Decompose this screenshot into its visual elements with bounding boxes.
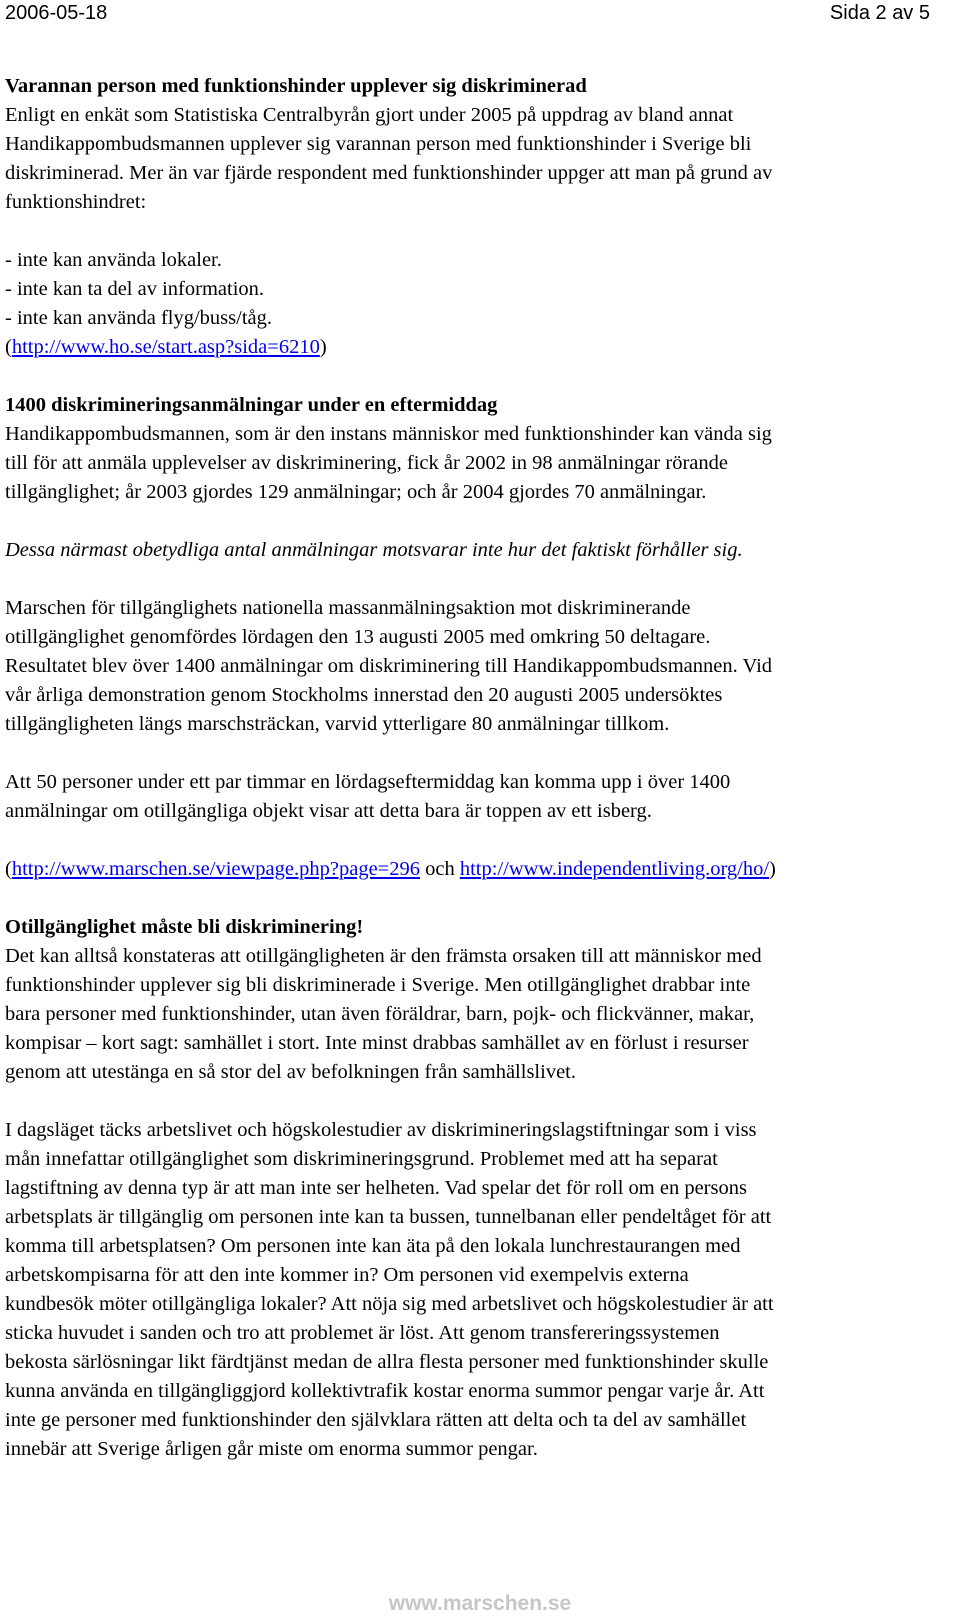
text-line: inte ge personer med funktionshinder den självklara rätten att delta och ta del av samhället bbox=[5, 1409, 747, 1431]
text-line: genom att utestänga en så stor del av befolkningen från samhällslivet. bbox=[5, 1061, 576, 1083]
text-line: Det kan alltså konstateras att otillgängligheten är den främsta orsaken till att människor med bbox=[5, 945, 762, 967]
paren-open: ( bbox=[5, 858, 12, 880]
header-page-number: Sida 2 av 5 bbox=[829, 2, 930, 24]
text-line: tillgängligheten längs marschsträckan, varvid ytterligare 80 anmälningar tillkom. bbox=[5, 713, 670, 735]
footer-watermark: www.marschen.se bbox=[388, 1592, 572, 1615]
paragraph-gap bbox=[5, 507, 955, 536]
paragraph-gap bbox=[5, 739, 955, 768]
italic-statement: Dessa närmast obetydliga antal anmälningar motsvarar inte hur det faktiskt förhåller sig. bbox=[5, 539, 743, 561]
bullet-item: - inte kan använda lokaler. bbox=[5, 249, 222, 271]
marschen-link[interactable]: http://www.marschen.se/viewpage.php?page=296 bbox=[11, 858, 420, 880]
text-line: Handikappombudsmannen, som är den instans människor med funktionshinder kan vända sig bbox=[5, 423, 772, 445]
text-line: tillgänglighet; år 2003 gjordes 129 anmälningar; och år 2004 gjordes 70 anmälningar. bbox=[5, 481, 707, 503]
text-line: lagstiftning av denna typ är att man inte ser helheten. Vad spelar det för roll om en persons bbox=[5, 1177, 747, 1199]
text-line: innebär att Sverige årligen går miste om enorma summor pengar. bbox=[5, 1438, 538, 1460]
ho-link[interactable]: http://www.ho.se/start.asp?sida=6210 bbox=[11, 336, 320, 358]
text-line: Handikappombudsmannen upplever sig varannan person med funktionshinder i Sverige bli bbox=[5, 133, 752, 155]
text-line: otillgänglighet genomfördes lördagen den 13 augusti 2005 med omkring 50 deltagare. bbox=[5, 626, 711, 648]
text-line: funktionshindret: bbox=[5, 191, 147, 213]
paren-close: ) bbox=[319, 336, 327, 358]
text-line: Enligt en enkät som Statistiska Centralbyrån gjort under 2005 på uppdrag av bland annat bbox=[5, 104, 734, 126]
paragraph-gap bbox=[5, 565, 955, 594]
text-line: diskriminerad. Mer än var fjärde respondent med funktionshinder uppger att man på grund av bbox=[5, 162, 773, 184]
text-line: sticka huvudet i sanden och tro att problemet är löst. Att genom transfereringssystemen bbox=[5, 1322, 720, 1344]
paragraph-gap bbox=[5, 362, 955, 391]
text-line: vår årliga demonstration genom Stockholms innerstad den 20 augusti 2005 undersöktes bbox=[5, 684, 723, 706]
text-line: bekosta särlösningar likt färdtjänst medan de allra flesta personer med funktionshinder skulle bbox=[5, 1351, 769, 1373]
text-line: arbetsplats är tillgänglig om personen inte kan ta bussen, tunnelbanan eller pendeltåget för att bbox=[5, 1206, 772, 1228]
bullet-item: - inte kan använda flyg/buss/tåg. bbox=[5, 307, 273, 329]
text-line: funktionshinder upplever sig bli diskriminerade i Sverige. Men otillgänglighet drabbar inte bbox=[5, 974, 751, 996]
source-reference bbox=[5, 855, 955, 884]
section-heading: 1400 diskrimineringsanmälningar under en eftermiddag bbox=[5, 394, 498, 416]
bullet-item: - inte kan ta del av information. bbox=[5, 278, 265, 300]
section-heading: Otillgänglighet måste bli diskriminering! bbox=[5, 916, 364, 938]
text-line: anmälningar om otillgängliga objekt visar att detta bara är toppen av ett isberg. bbox=[5, 800, 652, 822]
paragraph-gap bbox=[5, 217, 955, 246]
source-reference bbox=[5, 333, 955, 362]
text-line: Att 50 personer under ett par timmar en lördagseftermiddag kan komma upp i över 1400 bbox=[5, 771, 731, 793]
paragraph-gap bbox=[5, 826, 955, 855]
text-line: till för att anmäla upplevelser av diskriminering, fick år 2002 in 98 anmälningar rörande bbox=[5, 452, 728, 474]
text-line: mån innefattar otillgänglighet som diskrimineringsgrund. Problemet med att ha separat bbox=[5, 1148, 718, 1170]
text-line: I dagsläget täcks arbetslivet och högskolestudier av diskrimineringslagstiftningar som i viss bbox=[5, 1119, 757, 1141]
text-line: kunna använda en tillgängliggjord kollektivtrafik kostar enorma summor pengar varje år. Att bbox=[5, 1380, 765, 1402]
document-body bbox=[5, 72, 955, 1464]
paren-close: ) bbox=[769, 858, 776, 880]
text-line: Resultatet blev över 1400 anmälningar om diskriminering till Handikappombudsmannen. Vid bbox=[5, 655, 773, 677]
paren-open: ( bbox=[5, 336, 12, 358]
independentliving-link[interactable]: http://www.independentliving.org/ho/ bbox=[459, 858, 770, 880]
text-line: Marschen för tillgänglighets nationella massanmälningsaktion mot diskriminerande bbox=[5, 597, 691, 619]
text-line: komma till arbetsplatsen? Om personen inte kan äta på den lokala lunchrestaurangen med bbox=[5, 1235, 741, 1257]
link-separator: och bbox=[420, 858, 460, 880]
text-line: arbetskompisarna för att den inte kommer in? Om personen vid exempelvis externa bbox=[5, 1264, 689, 1286]
paragraph-gap bbox=[5, 1087, 955, 1116]
text-line: kundbesök möter otillgängliga lokaler? Att nöja sig med arbetslivet och högskolestudier är att bbox=[5, 1293, 774, 1315]
section-heading: Varannan person med funktionshinder upplever sig diskriminerad bbox=[5, 75, 587, 97]
text-line: kompisar – kort sagt: samhället i stort. Inte minst drabbas samhället av en förlust i resurser bbox=[5, 1032, 749, 1054]
text-line: bara personer med funktionshinder, utan även föräldrar, barn, pojk- och flickvänner, makar, bbox=[5, 1003, 755, 1025]
header-date: 2006-05-18 bbox=[5, 2, 108, 24]
page-header bbox=[5, 0, 930, 26]
paragraph-gap bbox=[5, 884, 955, 913]
